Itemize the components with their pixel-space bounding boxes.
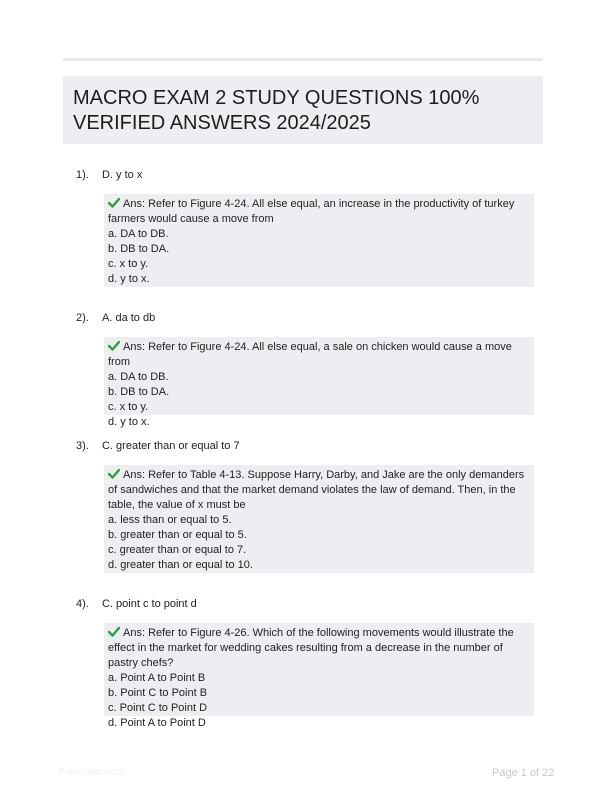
option-d: d. y to x. xyxy=(108,273,150,285)
question-answer: D. y to x xyxy=(102,169,143,181)
answer-box-1 xyxy=(104,194,534,287)
question-answer: C. greater than or equal to 7 xyxy=(102,440,240,452)
option-c: c. x to y. xyxy=(108,401,149,413)
option-c: c. greater than or equal to 7. xyxy=(108,544,247,556)
option-d: d. Point A to Point D xyxy=(108,717,206,729)
option-a: a. less than or equal to 5. xyxy=(108,514,232,526)
explanation-text: Ans: Refer to Figure 4-24. All else equal, a sale on chicken would cause a move from xyxy=(108,341,512,368)
answer-box-2 xyxy=(104,337,534,428)
answer-box-3 xyxy=(104,465,534,573)
explanation-text: Ans: Refer to Figure 4-24. All else equal, an increase in the productivity of turkey farmers would cause a move from xyxy=(108,198,515,225)
option-a: a. DA to DB. xyxy=(108,228,169,240)
option-a: a. DA to DB. xyxy=(108,371,169,383)
option-a: a. Point A to Point B xyxy=(108,672,206,684)
check-icon xyxy=(108,197,120,208)
option-d: d. y to x. xyxy=(108,416,150,428)
option-b: b. Point C to Point B xyxy=(108,687,208,699)
check-icon xyxy=(108,626,120,637)
option-d: d. greater than or equal to 10. xyxy=(108,559,253,571)
question-number: 3). xyxy=(76,440,89,452)
footer-watermark: Paper9ibc.com xyxy=(58,767,125,778)
option-c: c. Point C to Point D xyxy=(108,702,208,714)
document-title: MACRO EXAM 2 STUDY QUESTIONS 100% VERIFIED ANSWERS 2024/2025 xyxy=(73,87,480,134)
option-b: b. greater than or equal to 5. xyxy=(108,529,247,541)
check-icon xyxy=(108,340,120,351)
option-b: b. DB to DA. xyxy=(108,386,170,398)
title-banner xyxy=(63,76,543,144)
question-answer: C. point c to point d xyxy=(102,598,197,610)
question-number: 2). xyxy=(76,312,89,324)
question-number: 1). xyxy=(76,169,89,181)
explanation-text: Ans: Refer to Figure 4-26. Which of the following movements would illustrate the effect in the market for wedding cakes resulting from a decrease in the number of pastry chefs? xyxy=(108,627,514,669)
question-number: 4). xyxy=(76,598,89,610)
option-b: b. DB to DA. xyxy=(108,243,170,255)
answer-box-4 xyxy=(104,623,534,729)
question-answer: A. da to db xyxy=(102,312,156,324)
page-indicator: Page 1 of 22 xyxy=(492,767,555,779)
top-divider xyxy=(63,58,543,61)
option-c: c. x to y. xyxy=(108,258,149,270)
explanation-text: Ans: Refer to Table 4-13. Suppose Harry, Darby, and Jake are the only demanders of sandwiches and that the market demand violates the law of demand. Then, in the table, the value of x must be xyxy=(108,469,525,511)
check-icon xyxy=(108,468,120,479)
